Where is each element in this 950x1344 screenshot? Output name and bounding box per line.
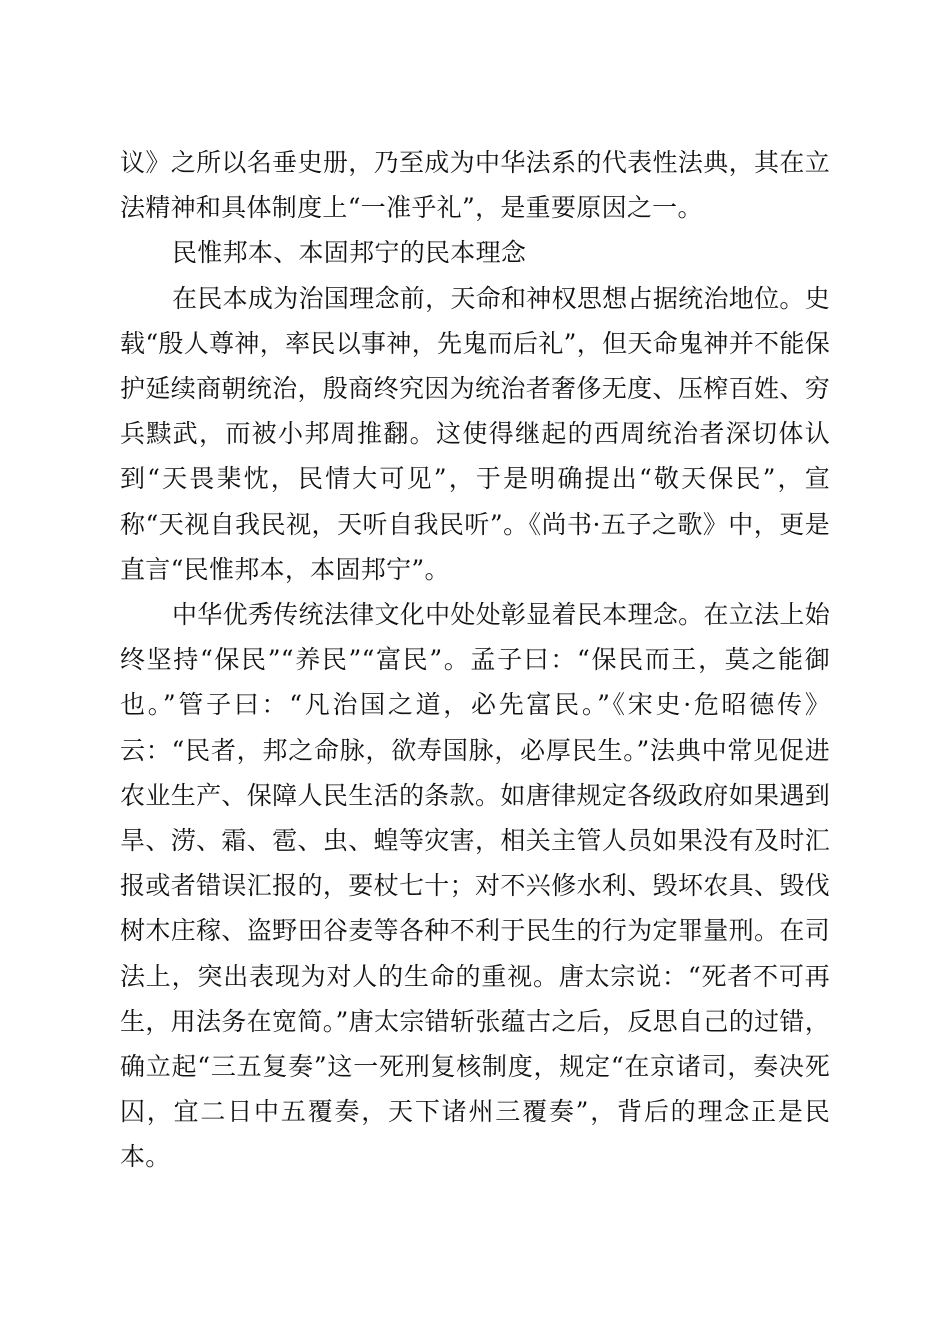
paragraph-body: 中华优秀传统法律文化中处处彰显着民本理念。在立法上始终坚持“保民”“养民”“富民”。孟子曰：“保民而王，莫之能御也。”管子曰：“凡治国之道，必先富民。”《宋史·危昭德传》云：“民者，邦之命脉，欲寿国脉，必厚民生。”法典中常见促进农业生产、保障人民生活的条款。如唐律规定各级政府如果遇到旱、涝、霜、雹、虫、蝗等灾害，相关主管人员如果没有及时汇报或者错误汇报的，要杖七十；对不兴修水利、毁坏农具、毁伐树木庄稼、盗野田谷麦等各种不利于民生的行为定罪量刑。在司法上，突出表现为对人的生命的重视。唐太宗说：“死者不可再生，用法务在宽简。”唐太宗错斩张蕴古之后，反思自己的过错，确立起“三五复奏”这一死刑复核制度，规定“在京诸司，奏决死囚，宜二日中五覆奏，天下诸州三覆奏”，背后的理念正是民本。 — [120, 600, 830, 1172]
section-heading: 民惟邦本、本固邦宁的民本理念 — [172, 238, 527, 268]
paragraph-continuation: 议》之所以名垂史册，乃至成为中华法系的代表性法典，其在立法精神和具体制度上“一准乎礼”，是重要原因之一。 — [120, 148, 830, 223]
document-page — [120, 140, 830, 1180]
paragraph-body: 在民本成为治国理念前，天命和神权思想占据统治地位。史载“殷人尊神，率民以事神，先鬼而后礼”，但天命鬼神并不能保护延续商朝统治，殷商终究因为统治者奢侈无度、压榨百姓、穷兵黩武，而被小邦周推翻。这使得继起的西周统治者深切体认到“天畏棐忱，民情大可见”，于是明确提出“敬天保民”，宣称“天视自我民视，天听自我民听”。《尚书·五子之歌》中，更是直言“民惟邦本，本固邦宁”。 — [120, 283, 830, 584]
